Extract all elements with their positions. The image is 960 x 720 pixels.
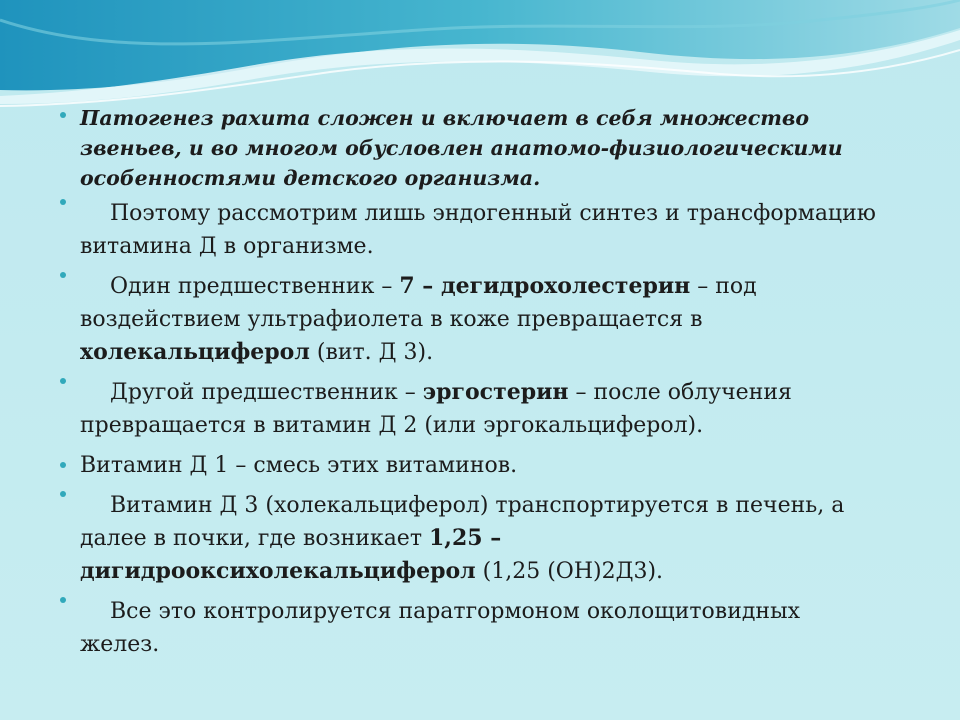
bullet-list: [56, 103, 926, 668]
bold-term: эргостерин: [422, 379, 569, 405]
text-line: особенностями детского организма.: [80, 166, 541, 190]
list-item: [56, 595, 926, 661]
text-line: Патогенез рахита сложен и включает в себя множество: [80, 106, 810, 130]
bullet-dot-icon: [60, 378, 66, 384]
text-line: [80, 270, 926, 303]
bullet-dot-icon: [60, 597, 66, 603]
text-line: Витамин Д 3 (холекальциферол) транспортируется в печень, а: [110, 493, 845, 518]
text-run: (вит. Д 3).: [309, 340, 434, 365]
text-run: – после облучения: [568, 380, 792, 405]
list-item: [56, 376, 926, 442]
bullet-dot-icon: [60, 491, 66, 497]
bullet-dot-icon: [60, 112, 66, 118]
list-item: [56, 270, 926, 369]
bold-term: холекальциферол: [80, 339, 310, 365]
text-line: желез.: [80, 632, 160, 657]
list-item: [56, 449, 926, 482]
bold-term: дигидрооксихолекальциферол: [80, 558, 476, 584]
bullet-dot-icon: [60, 272, 66, 278]
text-line: Все это контролируется паратгормоном околощитовидных: [110, 599, 800, 624]
text-line: воздействием ультрафиолета в коже превращается в: [80, 307, 703, 332]
text-line: [80, 376, 926, 409]
text-line: превращается в витамин Д 2 (или эргокальциферол).: [80, 413, 704, 438]
bullet-dot-icon: [60, 462, 66, 468]
text-line: Витамин Д 1 – смесь этих витаминов.: [80, 453, 518, 478]
bold-term: 7 – дегидрохолестерин: [399, 273, 691, 299]
text-run: – под: [690, 274, 757, 299]
text-line: [80, 555, 926, 588]
text-line: [80, 336, 926, 369]
text-run: (1,25 (ОН)2Д3).: [475, 559, 664, 584]
text-line: Поэтому рассмотрим лишь эндогенный синтез и трансформацию: [110, 201, 876, 226]
text-line: звеньев, и во многом обусловлен анатомо-физиологическими: [80, 136, 843, 160]
list-item: [56, 197, 926, 263]
text-line: витамина Д в организме.: [80, 234, 374, 259]
bold-term: 1,25 –: [429, 525, 502, 551]
text-line: [80, 522, 926, 555]
list-item: [56, 489, 926, 588]
text-run: Другой предшественник –: [110, 380, 423, 405]
list-item: [56, 103, 926, 193]
text-run: далее в почки, где возникает: [80, 526, 429, 551]
bullet-dot-icon: [60, 199, 66, 205]
text-run: Один предшественник –: [110, 274, 400, 299]
